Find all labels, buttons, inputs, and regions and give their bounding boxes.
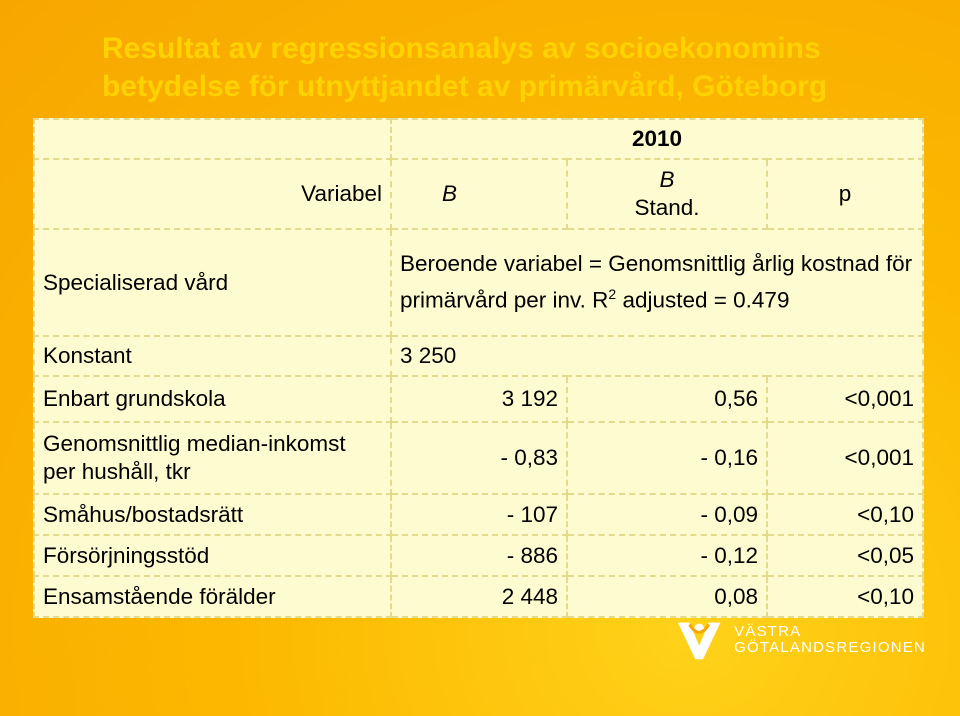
constant-label: Konstant: [34, 336, 391, 376]
row-label: Småhus/bostadsrätt: [34, 494, 391, 535]
row-b-value: - 886: [391, 535, 567, 576]
row-bstand-value: 0,08: [567, 576, 767, 617]
row-p-value: <0,001: [767, 376, 923, 422]
logo-line1: VÄSTRA: [734, 623, 802, 640]
p-column-header: p: [767, 159, 923, 229]
b-stand-column-header: [567, 159, 767, 229]
row-label: Enbart grundskola: [34, 376, 391, 422]
row-p-value: <0,10: [767, 494, 923, 535]
row-b-value: 3 192: [391, 376, 567, 422]
constant-value: 3 250: [391, 336, 923, 376]
note-text-2: adjusted = 0.479: [616, 287, 790, 313]
row-bstand-value: - 0,09: [567, 494, 767, 535]
table-row: [34, 422, 923, 494]
vgr-logo-text: [734, 624, 926, 656]
row-p-value: <0,001: [767, 422, 923, 494]
dependent-variable-note: [391, 229, 923, 336]
b-column-header: B: [391, 159, 567, 229]
slide-title: Resultat av regressionsanalys av socioekonomins betydelse för utnyttjandet av primärvård, Göteborg: [102, 32, 828, 103]
row-b-value: - 0,83: [391, 422, 567, 494]
vgr-logo: [676, 615, 926, 665]
table-row: [34, 576, 923, 617]
row-p-value: <0,05: [767, 535, 923, 576]
header-year-row: [34, 119, 923, 159]
table-row: [34, 494, 923, 535]
section-row: [34, 229, 923, 336]
table-row: [34, 535, 923, 576]
table-row: [34, 376, 923, 422]
row-bstand-value: 0,56: [567, 376, 767, 422]
b-stand-header-line1: B: [659, 167, 675, 192]
note-superscript: 2: [608, 286, 617, 303]
variable-column-header: Variabel: [34, 159, 391, 229]
row-label: Ensamstående förälder: [34, 576, 391, 617]
logo-line2: GÖTALANDSREGIONEN: [734, 639, 926, 656]
regression-table: [33, 118, 924, 618]
year-header: 2010: [391, 119, 923, 159]
row-b-value: - 107: [391, 494, 567, 535]
row-b-value: 2 448: [391, 576, 567, 617]
row-p-value: <0,10: [767, 576, 923, 617]
b-stand-header-line2: Stand.: [634, 195, 700, 220]
section-label: Specialiserad vård: [34, 229, 391, 336]
row-bstand-value: - 0,16: [567, 422, 767, 494]
header-empty-cell: [34, 119, 391, 159]
note-text-1: Beroende variabel = Genomsnittlig årlig kostnad för primärvård per inv. R: [400, 251, 913, 313]
row-label: Försörjningsstöd: [34, 535, 391, 576]
row-bstand-value: - 0,12: [567, 535, 767, 576]
row-label: Genomsnittlig median-inkomst per hushåll, tkr: [34, 422, 391, 494]
header-columns-row: [34, 159, 923, 229]
vgr-logo-icon: [676, 618, 726, 662]
constant-row: [34, 336, 923, 376]
